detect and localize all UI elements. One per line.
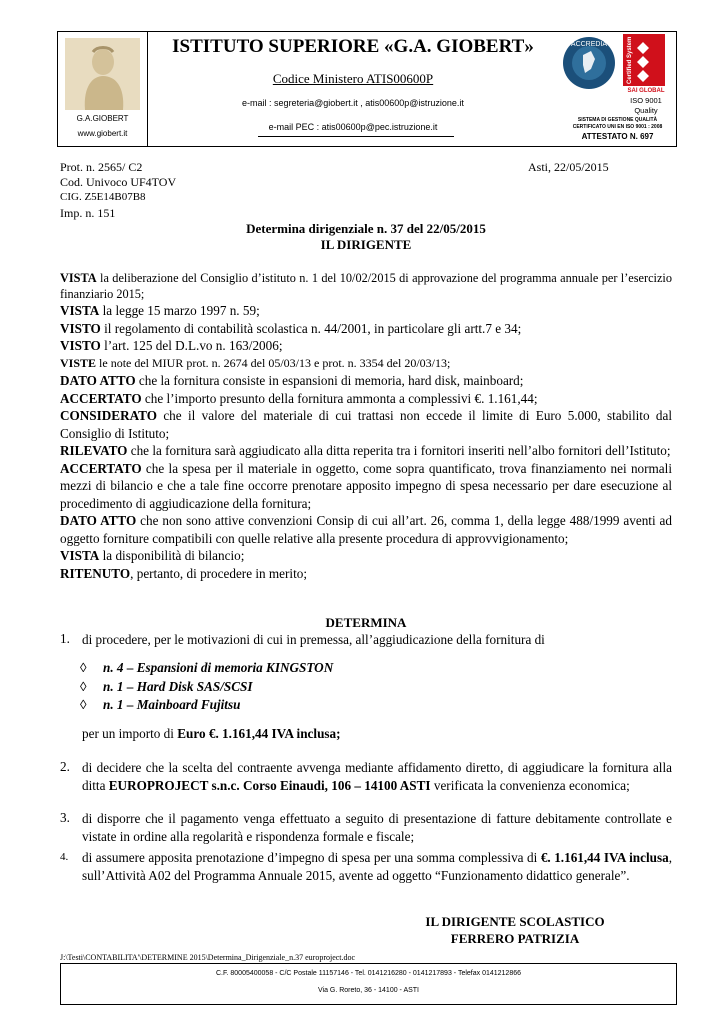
- premise-9: RILEVATO che la fornitura sarà aggiudicato alla ditta reperita tra i fornitori inseriti nell’albo fornitori dell’Istituto;: [60, 443, 671, 458]
- certification-block: [559, 32, 676, 146]
- letterhead-left: [58, 32, 148, 146]
- item-2-number: 2.: [60, 759, 70, 774]
- accredia-logo: [561, 35, 617, 91]
- letterhead: [57, 31, 677, 147]
- protocol-number: Prot. n. 2565/ C2: [60, 160, 143, 174]
- institute-title: ISTITUTO SUPERIORE «G.A. GIOBERT»: [172, 36, 534, 57]
- premise-12: VISTA la disponibilità di bilancio;: [60, 548, 245, 563]
- cert-attestato: ATTESTATO N. 697: [581, 132, 654, 141]
- place-date: Asti, 22/05/2015: [528, 160, 609, 174]
- bust-caption: G.A.GIOBERT: [76, 114, 129, 123]
- premise-4: VISTO l’art. 125 del D.L.vo n. 163/2006;: [60, 338, 283, 353]
- determina-heading: DETERMINA: [325, 615, 407, 630]
- cert-line2: CERTIFICATO UNI EN ISO 9001 : 2008: [572, 124, 663, 130]
- certified-system-badge: [623, 34, 665, 86]
- file-path: J:\Testi\CONTABILITA'\DETERMINE 2015\Determina_Dirigenziale_n.37 europroject.doc: [60, 953, 356, 962]
- signature-name: FERRERO PATRIZIA: [450, 931, 580, 946]
- pec-line: e-mail PEC : atis00600p@pec.istruzione.it: [268, 122, 438, 132]
- item-1-text: di procedere, per le motivazioni di cui in premessa, all’aggiudicazione della fornitura di: [82, 632, 545, 647]
- cert-quality: Quality: [634, 106, 658, 115]
- ministry-code: Codice Ministero ATIS00600P: [272, 71, 434, 86]
- footer-box: [60, 963, 677, 1005]
- bullet-1-symbol: ◊: [80, 660, 87, 675]
- cert-line1: SISTEMA DI GESTIONE QUALITÀ: [577, 117, 658, 123]
- item-1-number: 1.: [60, 631, 70, 646]
- bullet-item-memory: n. 4 – Espansioni di memoria KINGSTON: [103, 660, 334, 675]
- premise-6: DATO ATTO che la fornitura consiste in espansioni di memoria, hard disk, mainboard;: [60, 373, 524, 388]
- bullet-item-mainboard: n. 1 – Mainboard Fujitsu: [103, 697, 241, 712]
- item-3-text: di disporre che il pagamento venga effettuato a seguito di presentazione di fatture debitamente controllate e vistate in ordine alla regolarità e rispondenza formale e fiscale;: [82, 811, 672, 844]
- item-4-number: 4.: [60, 851, 69, 863]
- item-4-text: di assumere apposita prenotazione d’impegno di spesa per una somma complessiva di €. 1.161,44 IVA inclusa, sull’Attività A02 del Programma Annuale 2015, avente ad oggetto “Funzionamento didattico generale”.: [82, 850, 672, 883]
- cod-univoco: Cod. Univoco UF4TOV: [60, 175, 177, 189]
- signature-role: IL DIRIGENTE SCOLASTICO: [425, 914, 605, 929]
- premises-list: [60, 270, 672, 582]
- premise-10: ACCERTATO che la spesa per il materiale in oggetto, come sopra quantificato, trova finanziamento nei normali mezzi di bilancio e che a tale fine occorre prenotare apposito impegno di spesa necessario per dare esecuzione al procedimento di aggiudicazione della fornitura;: [60, 460, 672, 511]
- accredia-text: ACCREDIA: [570, 41, 608, 48]
- premise-1: VISTA la deliberazione del Consiglio d’istituto n. 1 del 10/02/2015 di approvazione del programma annuale per l’esercizio finanziario 2015;: [60, 271, 672, 301]
- premise-3: VISTO il regolamento di contabilità scolastica n. 44/2001, in particolare gli artt.7 e 34;: [60, 320, 522, 336]
- premise-11: DATO ATTO che non sono attive convenzioni Consip di cui all’art. 26, comma 1, della legge 488/1999 aventi ad oggetto forniture compatibili con quelle relative alla presente procedura di approvvigionamento;: [60, 513, 672, 546]
- amount-line: per un importo di Euro €. 1.161,44 IVA inclusa;: [82, 726, 341, 741]
- premise-5: VISTE le note del MIUR prot. n. 2674 del 05/03/13 e prot. n. 3354 del 20/03/13;: [60, 355, 451, 370]
- imp-number: Imp. n. 151: [60, 206, 116, 220]
- email-line: e-mail : segreteria@giobert.it , atis00600p@istruzione.it: [242, 98, 464, 108]
- footer-contact-line: C.F. 80005400058 - C/C Postale 11157146 - Tel. 0141216280 - 0141217893 - Telefax 0141212866: [216, 970, 521, 977]
- item-3-number: 3.: [60, 810, 70, 825]
- cert-iso: ISO 9001: [630, 96, 662, 105]
- determina-title: Determina dirigenziale n. 37 del 22/05/2015: [246, 221, 486, 236]
- pec-underline: [258, 136, 454, 137]
- premise-8: CONSIDERATO che il valore del materiale di cui trattasi non eccede il limite di Euro 5.000, stabilito dal Consiglio di Istituto;: [60, 408, 672, 441]
- cig-code: CIG. Z5E14B07B8: [60, 191, 146, 203]
- premise-7: ACCERTATO che l’importo presunto della fornitura ammonta a complessivi €. 1.161,44;: [60, 390, 538, 406]
- premise-13: RITENUTO, pertanto, di procedere in merito;: [60, 565, 307, 581]
- website: www.giobert.it: [77, 129, 128, 138]
- bullet-3-symbol: ◊: [80, 697, 87, 712]
- footer-address-line: Via G. Roreto, 36 - 14100 - ASTI: [317, 987, 420, 994]
- bullet-2-symbol: ◊: [80, 679, 87, 694]
- dirigente-heading: IL DIRIGENTE: [320, 237, 412, 252]
- item-2-text: di decidere che la scelta del contraente avvenga mediante affidamento diretto, di aggiudicare la fornitura alla ditta EUROPROJECT s.n.c. Corso Einaudi, 106 – 14100 ASTI verificata la convenienza economica;: [82, 760, 672, 793]
- bullet-item-hard-disk: n. 1 – Hard Disk SAS/SCSI: [103, 679, 253, 694]
- cert-badge-text: Certified System: [627, 36, 633, 84]
- premise-2: VISTA la legge 15 marzo 1997 n. 59;: [60, 303, 260, 318]
- bust-portrait-image: [65, 38, 140, 110]
- cert-brand: SAI GLOBAL: [627, 88, 665, 94]
